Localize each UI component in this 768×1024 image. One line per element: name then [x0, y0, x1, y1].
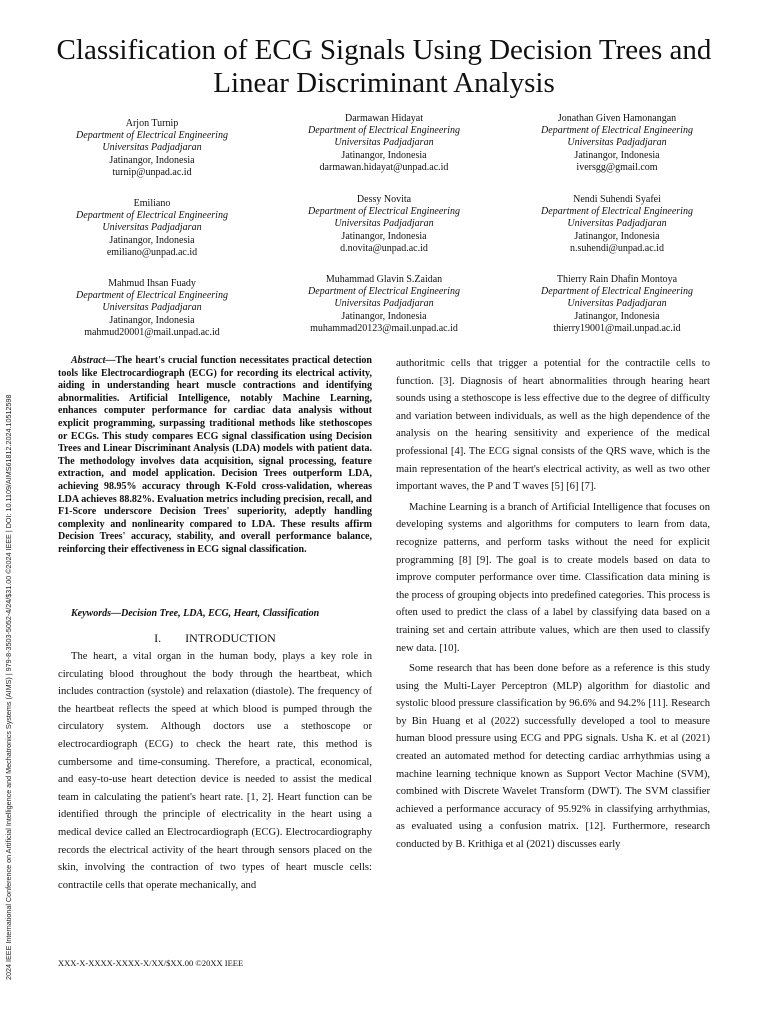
paragraph: The heart, a vital organ in the human body, plays a key role in circulating blood throughout the body through the heartbeat, which includes contraction (systole) and relaxation (diastole). The frequency of the heartbeat reflects the speed at which blood is pumped through the circulatory system. Although doctors use a stethoscope or electrocardiograph (ECG) to check the heart rate, this method is cumbersome and time-consuming. Therefore, a practical, economical, and easy-to-use heart detection device is needed to assist the medical team in calculating the patient's heart rate. [1, 2]. Heart function can be identified through the principle of electricality in the heart using a medical device called an Electrocardiograph (ECG). Electrocardiography records the electrical activity of the heart through sensors placed on the skin, involving the contraction of two types of heart muscle cells: contractile cells that operate mechanically, and	[58, 651, 372, 891]
paragraph: authoritmic cells that trigger a potential for the contractile cells to function. [3]. Diagnosis of heart abnormalities through hearing heart sounds using a stethoscope is less effective due to the degree of difficulty and variation between individuals, as well as the high dependence of the analysis on the hearing sensitivity and experience of the medical professional [4]. The ECG signal consists of the QRS wave, which is the main representation of the heart's electrical activity, as well as two other important waves, the P and T waves [5] [6] [7].	[396, 358, 710, 493]
author-city: Jatinangor, Indonesia	[109, 234, 195, 246]
author-dept: Department of Electrical Engineering	[308, 286, 460, 298]
author-univ: Universitas Padjadjaran	[102, 302, 202, 314]
author-block	[507, 194, 727, 255]
author-dept: Department of Electrical Engineering	[76, 210, 228, 222]
author-email: thierry19001@mail.unpad.ac.id	[553, 322, 681, 334]
abstract-text: The heart's crucial function necessitates practical detection tools like Electrocardiograph (ECG) for recording its electrical activity, aiding in understanding heart muscle contractions and identifying abnormalities. Artificial Intelligence, notably Machine Learning, enhances computer performance for cardiac data analysis without explicit programming, surpassing traditional methods like stethoscopes or ECGs. This study compares ECG signal classification using Decision Trees and Linear Discriminant Analysis (LDA) models with patient data. The methodology involves data acquisition, signal processing, feature extraction, and model application. Decision Trees outperform LDA, achieving 98.95% accuracy through K-Fold cross-validation, whereas LDA achieves 88.82%. Evaluation metrics including precision, recall, and F1-Score underscore Decision Trees' superiority, adeptly handling complexity and nonlinearity compared to LDA. These results affirm Decision Trees' accuracy, stability, and overall performance balance, reinforcing their effectiveness in ECG signal classification.	[58, 355, 372, 555]
right-column	[396, 355, 710, 854]
author-name: Nendi Suhendi Syafei	[573, 194, 661, 205]
author-name: Thierry Rain Dhafin Montoya	[556, 274, 678, 285]
author-name: Jonathan Given Hamonangan	[557, 113, 677, 124]
author-block	[274, 274, 494, 335]
abstract-lead: Abstract—	[71, 355, 116, 366]
left-column	[58, 648, 372, 894]
author-dept: Department of Electrical Engineering	[76, 130, 228, 142]
author-dept: Department of Electrical Engineering	[76, 290, 228, 302]
author-dept: Department of Electrical Engineering	[541, 206, 693, 218]
page-footer: XXX-X-XXXX-XXXX-X/XX/$XX.00 ©20XX IEEE	[58, 958, 244, 968]
author-dept: Department of Electrical Engineering	[308, 206, 460, 218]
author-univ: Universitas Padjadjaran	[102, 222, 202, 234]
paper-title: Classification of ECG Signals Using Decision Trees and Linear Discriminant Analysis	[56, 34, 712, 99]
author-dept: Department of Electrical Engineering	[308, 125, 460, 137]
paragraph: Machine Learning is a branch of Artificial Intelligence that focuses on developing systems and algorithms for computers to learn from data, recognize patterns, and perform tasks without the need for explicit programming [8] [9]. The goal is to create models based on data to improve computer performance over time. Classification data mining is the process of grouping objects into predefined categories. This process is often used to predict the class of a label by classifying data based on a training set and certain attribute values, which are then used to classify new data. [10].	[396, 501, 710, 654]
author-univ: Universitas Padjadjaran	[567, 218, 667, 230]
author-univ: Universitas Padjadjaran	[102, 142, 202, 154]
author-name: Mahmud Ihsan Fuady	[108, 278, 196, 289]
author-block	[274, 113, 494, 174]
author-name: Arjon Turnip	[125, 118, 179, 129]
author-email: darmawan.hidayat@unpad.ac.id	[319, 161, 449, 173]
author-city: Jatinangor, Indonesia	[574, 310, 660, 322]
author-block	[42, 118, 262, 179]
author-univ: Universitas Padjadjaran	[334, 298, 434, 310]
author-city: Jatinangor, Indonesia	[341, 310, 427, 322]
paragraph: Some research that has been done before as a reference is this study using the Multi-Layer Perceptron (MLP) algorithm for diastolic and systolic blood pressure classification by 96.6% and 94.2% [11]. Research by Bin Huang et al (2022) successfully developed a tool to measure human blood pressure using ECG and PPG signals. Usha K. et al (2021) created an automated method for detecting cardiac arrhythmias using a machine learning technique known as Support Vector Machine (SVM), combined with Discrete Wavelet Transform (DWT). The SVM classifier achieved a performance accuracy of 95.92% in classifying arrhythmias, as evaluated using a confusion matrix. [12]. Furthermore, research conducted by B. Krithiga et al (2021) discusses early	[396, 663, 710, 851]
author-univ: Universitas Padjadjaran	[567, 137, 667, 149]
author-email: emiliano@unpad.ac.id	[106, 246, 198, 258]
copyright-side-note: 2024 IEEE International Conference on Artificial Intelligence and Mechatronics Systems (AIMS) | 979-8-3503-5052-4/24/$31.00 ©2024 IEEE | DOI: 10.1109/AIMS61812.2024.10512598	[4, 394, 13, 980]
author-email: d.novita@unpad.ac.id	[340, 242, 428, 254]
author-city: Jatinangor, Indonesia	[109, 154, 195, 166]
author-dept: Department of Electrical Engineering	[541, 125, 693, 137]
author-email: muhammad20123@mail.unpad.ac.id	[310, 322, 458, 334]
author-univ: Universitas Padjadjaran	[567, 298, 667, 310]
author-name: Dessy Novita	[356, 194, 412, 205]
author-univ: Universitas Padjadjaran	[334, 218, 434, 230]
author-block	[42, 278, 262, 339]
author-email: turnip@unpad.ac.id	[112, 166, 192, 178]
author-email: iversgg@gmail.com	[576, 161, 658, 173]
author-name: Muhammad Glavin S.Zaidan	[325, 274, 443, 285]
section-heading: I. INTRODUCTION	[154, 631, 276, 645]
author-univ: Universitas Padjadjaran	[334, 137, 434, 149]
author-city: Jatinangor, Indonesia	[341, 149, 427, 161]
author-block	[507, 113, 727, 174]
keywords: Keywords—Decision Tree, LDA, ECG, Heart, Classification	[71, 608, 320, 619]
author-email: n.suhendi@unpad.ac.id	[570, 242, 664, 254]
author-block	[507, 274, 727, 335]
author-name: Emiliano	[133, 198, 171, 209]
author-city: Jatinangor, Indonesia	[574, 230, 660, 242]
author-block	[274, 194, 494, 255]
author-dept: Department of Electrical Engineering	[541, 286, 693, 298]
author-city: Jatinangor, Indonesia	[109, 314, 195, 326]
author-city: Jatinangor, Indonesia	[341, 230, 427, 242]
author-city: Jatinangor, Indonesia	[574, 149, 660, 161]
author-block	[42, 198, 262, 259]
author-name: Darmawan Hidayat	[344, 113, 424, 124]
author-email: mahmud20001@mail.unpad.ac.id	[84, 326, 220, 338]
abstract	[58, 355, 372, 557]
